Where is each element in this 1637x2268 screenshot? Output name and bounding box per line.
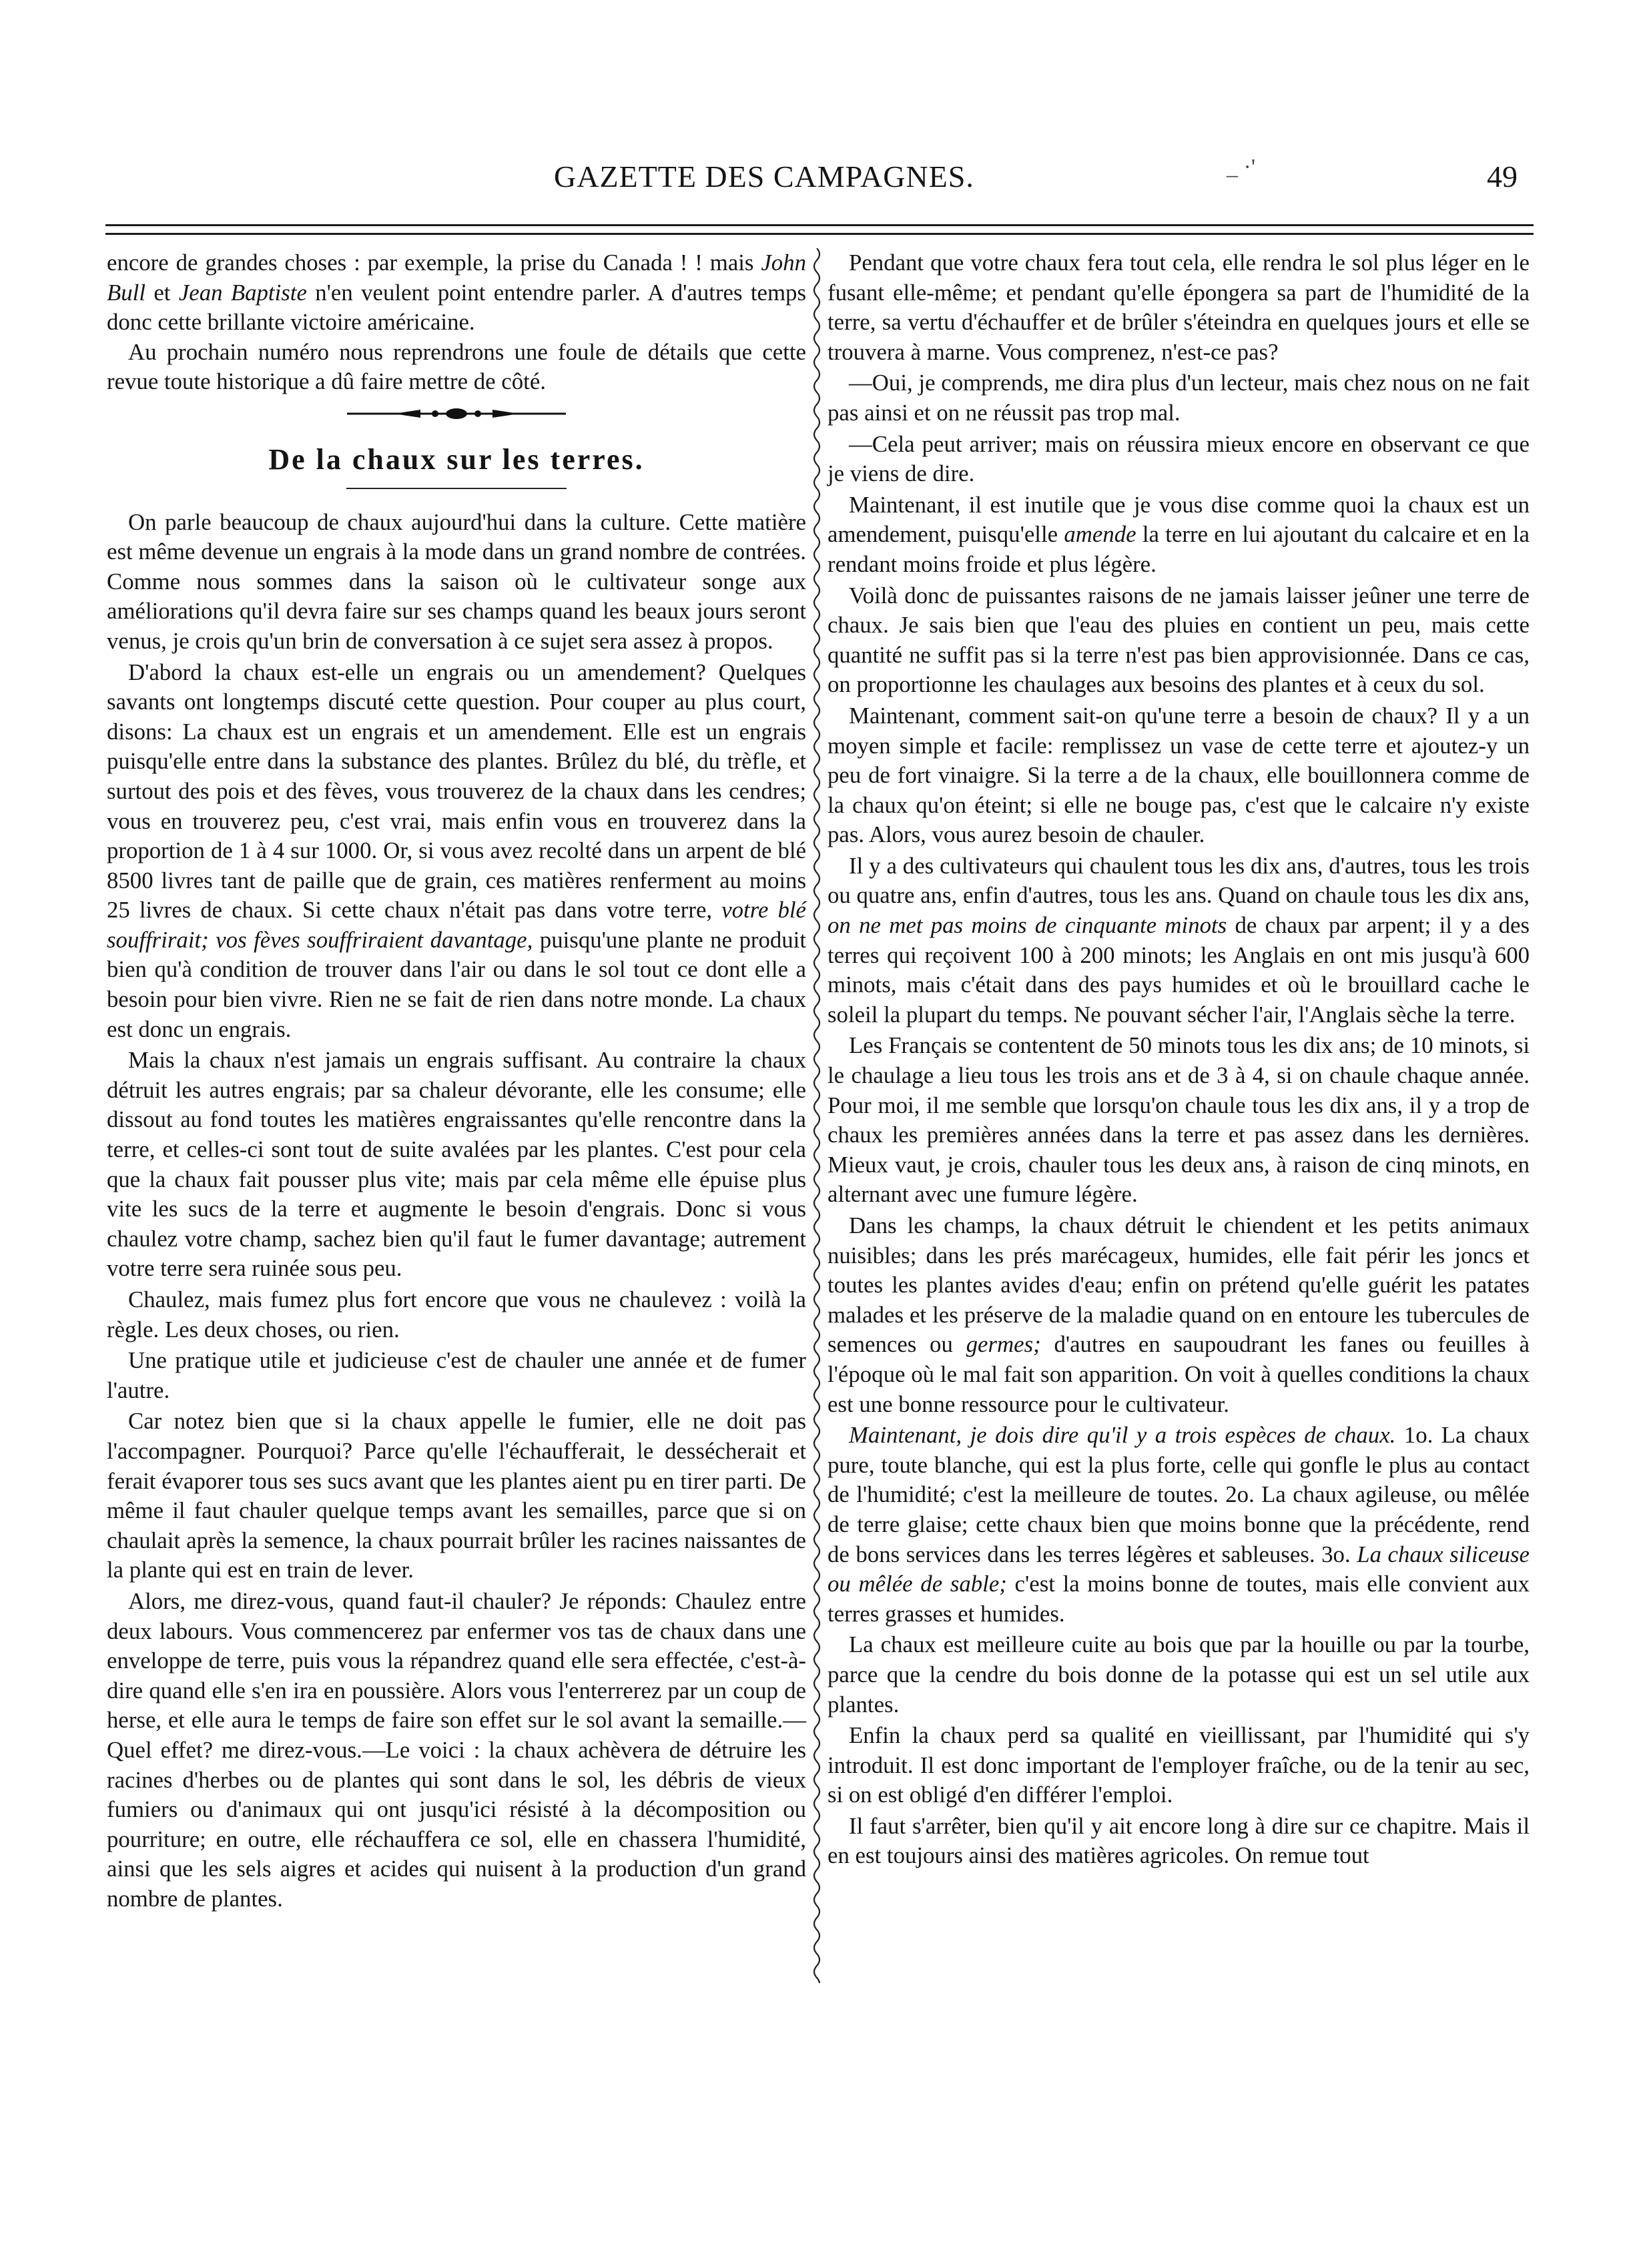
continued-paragraph: encore de grandes choses : par exemple, la prise du Canada ! ! mais John Bull et Jean Baptiste n'en veulent point entendre parler. A d'autres temps donc cette brillante victoire américaine. bbox=[107, 250, 806, 336]
article-paragraph: Voilà donc de puissantes raisons de ne jamais laisser jeûner une terre de chaux. Je sais bien que l'eau des pluies en contient un peu, mais cette quantité ne suffit pas si la terre n'est pas bien approvisionnée. Dans ce cas, on proportionne les chaulages aux besoins des plantes et à ceux du sol. bbox=[828, 582, 1530, 698]
right-column bbox=[828, 248, 1530, 1872]
article-paragraph: La chaux est meilleure cuite au bois que par la houille ou par la tourbe, parce que la cendre du bois donne de la potasse qui est un sel utile aux plantes. bbox=[828, 1631, 1530, 1718]
article-paragraph: D'abord la chaux est-elle un engrais ou un amendement? Quelques savants ont longtemps discuté cette question. Pour couper au plus court, disons: La chaux est un engrais et un amendement. Elle est un engrais puisqu'elle entre dans la substance des plantes. Brûlez du blé, du trèfle, et surtout des pois et des fèves, vous trouverez de la chaux dans les cendres; vous en trouverez peu, c'est vrai, mais enfin vous en trouverez dans la proportion de 1 à 4 sur 1000. Or, si vous avez recolté dans un arpent de blé 8500 livres tant de paille que de grain, ces matières renferment au moins 25 livres de chaux. Si cette chaux n'était pas dans votre terre, votre blé souffrirait; vos fèves souffriraient davantage, puisqu'une plante ne produit bien qu'à condition de trouver dans l'air ou dans le sol tout ce dont elle a besoin pour bien vivre. Rien ne se fait de rien dans notre monde. La chaux est donc un engrais. bbox=[107, 659, 806, 1042]
article-paragraph: —Oui, je comprends, me dira plus d'un lecteur, mais chez nous on ne fait pas ainsi et on ne réussit pas trop mal. bbox=[828, 370, 1530, 426]
column-separator bbox=[809, 248, 825, 1983]
publication-title: GAZETTE DES CAMPAGNES. bbox=[554, 159, 974, 194]
print-speck: _ ·' bbox=[1227, 155, 1255, 179]
article-paragraph: Dans les champs, la chaux détruit le chiendent et les petits animaux nuisibles; dans les prés marécageux, humides, elle fait périr les joncs et toutes les plantes avides d'eau; enfin on prétend qu'elle guérit les patates malades et les préserve de la maladie quand on en entoure les tubercules de semences ou germes; d'autres en saupoudrant les fanes ou feuilles à l'époque où le mal fait son apparition. On voit à quelles conditions la chaux est une bonne ressource pour le cultivateur. bbox=[828, 1212, 1530, 1417]
article-paragraph: Il faut s'arrêter, bien qu'il y ait encore long à dire sur ce chapitre. Mais il en est toujours ainsi des matières agricoles. On remue tout bbox=[828, 1812, 1530, 1869]
header-rule-top bbox=[105, 224, 1534, 226]
article-paragraph: Alors, me direz-vous, quand faut-il chauler? Je réponds: Chaulez entre deux labours. Vous commencerez par enfermer vos tas de chaux dans une enveloppe de terre, puis vous la répandrez quand elle sera effectée, c'est-à-dire quand elle s'en ira en poussière. Alors vous l'enterrerez par un coup de herse, et elle aura le temps de faire son effet sur le sol avant la semaille.—Quel effet? me direz-vous.—Le voici : la chaux achèvera de détruire les racines d'herbes ou de plantes qui sont dans le sol, les débris de vieux fumiers ou d'animaux qui ont jusqu'ici résisté à la décomposition ou pourriture; en outre, elle réchauffera ce sol, elle en chassera l'humidité, ainsi que les sels aigres et acides qui nuisent à la production d'un grand nombre de plantes. bbox=[107, 1587, 806, 1912]
article-paragraph: Une pratique utile et judicieuse c'est de chauler une année et de fumer l'autre. bbox=[107, 1347, 806, 1403]
article-paragraph: Enfin la chaux perd sa qualité en vieillissant, par l'humidité qui s'y introduit. Il est donc important de l'employer fraîche, ou de la tenir au sec, si on est obligé d'en différer l'emploi. bbox=[828, 1722, 1530, 1808]
article-paragraph: Car notez bien que si la chaux appelle le fumier, elle ne doit pas l'accompagner. Pourquoi? Parce qu'elle l'échaufferait, le dessécherait et ferait évaporer tous ses sucs avant que les plantes aient pu en tirer parti. De même il faut chauler quelque temps avant les semailles, parce que si on chaulait après la semence, la chaux pourrait brûler les racines naissantes de la plante qui est en train de lever. bbox=[107, 1408, 806, 1583]
article-paragraph: Mais la chaux n'est jamais un engrais suffisant. Au contraire la chaux détruit les autres engrais; par sa chaleur dévorante, elle les consume; elle dissout au fond toutes les matières engraissantes qu'elle rencontre dans la terre, et celles-ci sont tout de suite avalées par les plantes. C'est pour cela que la chaux fait pousser plus vite; mais par cela même elle épuise plus vite les sucs de la terre et augmente le besoin d'engrais. Donc si vous chaulez votre champ, sachez bien qu'il faut le fumer davantage; autrement votre terre sera ruinée sous peu. bbox=[107, 1047, 806, 1282]
page-number: 49 bbox=[1487, 159, 1518, 194]
article-paragraph: On parle beaucoup de chaux aujourd'hui dans la culture. Cette matière est même devenue un engrais à la mode dans un grand nombre de contrées. Comme nous sommes dans la saison où le cultivateur songe aux améliorations qu'il devra faire sur ses champs quand les beaux jours seront venus, je crois qu'un brin de conversation à ce sujet sera assez à propos. bbox=[107, 508, 806, 654]
closing-note: Au prochain numéro nous reprendrons une foule de détails que cette revue toute historique a dû faire mettre de côté. bbox=[107, 338, 806, 395]
article-paragraph: Chaulez, mais fumez plus fort encore que vous ne chaulevez : voilà la règle. Les deux choses, ou rien. bbox=[107, 1286, 806, 1343]
ornamental-divider bbox=[107, 397, 806, 430]
article-paragraph: Les Français se contentent de 50 minots tous les dix ans; de 10 minots, si le chaulage a lieu tous les trois ans et de 3 à 4, si on chaule chaque année. Pour moi, il me semble que lorsqu'on chaule tous les dix ans, il y a trop de chaux les premières années dans la terre et pas assez dans les dernières. Mieux vaut, je crois, chauler tous les deux ans, à raison de cinq minots, en alternant avec une fumure légère. bbox=[828, 1032, 1530, 1208]
article-paragraph: Maintenant, il est inutile que je vous dise comme quoi la chaux est un amendement, puisqu'elle amende la terre en lui ajoutant du calcaire et en la rendant moins froide et plus légère. bbox=[828, 491, 1530, 577]
article-paragraph: Pendant que votre chaux fera tout cela, elle rendra le sol plus léger en le fusant elle-même; et pendant qu'elle épongera sa part de l'humidité de la terre, sa vertu d'échauffer et de brûler s'éteindra en quelques jours et elle se trouvera à marne. Vous comprenez, n'est-ce pas? bbox=[828, 250, 1530, 365]
article-title: De la chaux sur les terres. bbox=[268, 442, 645, 476]
article-paragraph: —Cela peut arriver; mais on réussira mieux encore en observant ce que je viens de dire. bbox=[828, 430, 1530, 487]
title-underline bbox=[346, 488, 567, 489]
article-paragraph: Il y a des cultivateurs qui chaulent tous les dix ans, d'autres, tous les trois ou quatre ans, enfin d'autres, tous les ans. Quand on chaule tous les dix ans, on ne met pas moins de cinquante minots de chaux par arpent; il y a des terres qui reçoivent 100 à 200 minots; les Anglais en ont mis jusqu'à 600 minots, mais c'était dans des pays humides et où le brouillard cache le soleil la plupart du temps. Ne pouvant sécher l'air, l'Anglais sèche la terre. bbox=[828, 852, 1530, 1028]
left-column bbox=[107, 248, 806, 1915]
article-paragraph: Maintenant, comment sait-on qu'une terre a besoin de chaux? Il y a un moyen simple et facile: remplissez un vase de cette terre et ajoutez-y un peu de fort vinaigre. Si la terre a de la chaux, elle bouillonnera comme de la chaux qu'on éteint; si elle ne bouge pas, c'est que le calcaire n'y existe pas. Alors, vous aurez besoin de chauler. bbox=[828, 702, 1530, 848]
article-paragraph: Maintenant, je dois dire qu'il y a trois espèces de chaux. 1o. La chaux pure, toute blanche, qui est la plus forte, celle qui gonfle le plus au contact de l'humidité; c'est la meilleure de toutes. 2o. La chaux agileuse, ou mêlée de terre glaise; cette chaux bien que moins bonne que la précédente, rend de bons services dans les terres légères et sableuses. 3o. La chaux siliceuse ou mêlée de sable; c'est la moins bonne de toutes, mais elle convient aux terres grasses et humides. bbox=[828, 1422, 1530, 1627]
header-rule-bottom bbox=[105, 233, 1534, 235]
